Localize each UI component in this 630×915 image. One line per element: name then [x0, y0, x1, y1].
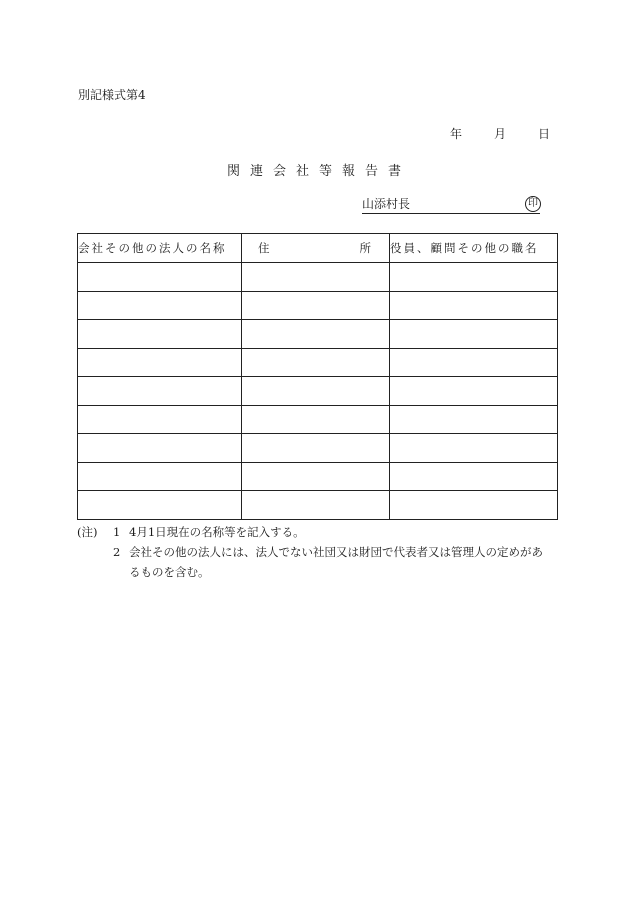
- table-body: [78, 263, 558, 520]
- cell-role[interactable]: [390, 291, 558, 320]
- cell-address[interactable]: [242, 491, 390, 520]
- note-item: [77, 522, 557, 542]
- document-title: 関連会社等報告書: [226, 164, 411, 179]
- cell-company-name[interactable]: [78, 377, 242, 406]
- seal-mark-icon: 印: [525, 196, 541, 212]
- cell-company-name[interactable]: [78, 320, 242, 349]
- cell-address[interactable]: [242, 377, 390, 406]
- related-companies-table: [77, 233, 558, 520]
- form-number: 別記様式第4: [78, 88, 146, 102]
- note-item: [77, 542, 557, 562]
- addressee-line: 山添村長: [362, 197, 540, 214]
- cell-role[interactable]: [390, 320, 558, 349]
- table-row: [78, 320, 558, 349]
- date-line: [450, 125, 550, 142]
- table-row: [78, 377, 558, 406]
- cell-address[interactable]: [242, 348, 390, 377]
- table-row: [78, 263, 558, 292]
- header-address: [242, 234, 390, 263]
- cell-role[interactable]: [390, 377, 558, 406]
- cell-company-name[interactable]: [78, 462, 242, 491]
- cell-address[interactable]: [242, 291, 390, 320]
- cell-role[interactable]: [390, 348, 558, 377]
- notes-section: [77, 522, 557, 582]
- header-company-name: 会社その他の法人の名称: [78, 234, 242, 263]
- note-text: 会社その他の法人には、法人でない社団又は財団で代表者又は管理人の定めがあ: [129, 545, 543, 559]
- cell-address[interactable]: [242, 263, 390, 292]
- date-month-label: 月: [493, 127, 506, 141]
- table-row: [78, 405, 558, 434]
- cell-role[interactable]: [390, 263, 558, 292]
- table-row: [78, 291, 558, 320]
- cell-address[interactable]: [242, 462, 390, 491]
- cell-address[interactable]: [242, 434, 390, 463]
- cell-company-name[interactable]: [78, 434, 242, 463]
- cell-company-name[interactable]: [78, 405, 242, 434]
- cell-company-name[interactable]: [78, 263, 242, 292]
- header-address-right: 所: [359, 241, 373, 255]
- table-row: [78, 462, 558, 491]
- table-header-row: [78, 234, 558, 263]
- table-row: [78, 491, 558, 520]
- note-text: 4月1日現在の名称等を記入する。: [129, 525, 305, 539]
- cell-role[interactable]: [390, 491, 558, 520]
- cell-company-name[interactable]: [78, 491, 242, 520]
- table-row: [78, 434, 558, 463]
- cell-address[interactable]: [242, 320, 390, 349]
- cell-company-name[interactable]: [78, 348, 242, 377]
- header-address-left: 住: [258, 241, 272, 255]
- note-continuation: るものを含む。: [129, 565, 210, 579]
- cell-role[interactable]: [390, 462, 558, 491]
- cell-role[interactable]: [390, 405, 558, 434]
- cell-company-name[interactable]: [78, 291, 242, 320]
- note-number: 1: [113, 525, 121, 539]
- table-row: [78, 348, 558, 377]
- cell-role[interactable]: [390, 434, 558, 463]
- notes-label: (注): [77, 525, 98, 539]
- note-number: 2: [113, 545, 121, 559]
- cell-address[interactable]: [242, 405, 390, 434]
- date-year-label: 年: [450, 127, 463, 141]
- date-day-label: 日: [537, 127, 550, 141]
- header-role: 役員、顧問その他の職名: [390, 234, 558, 263]
